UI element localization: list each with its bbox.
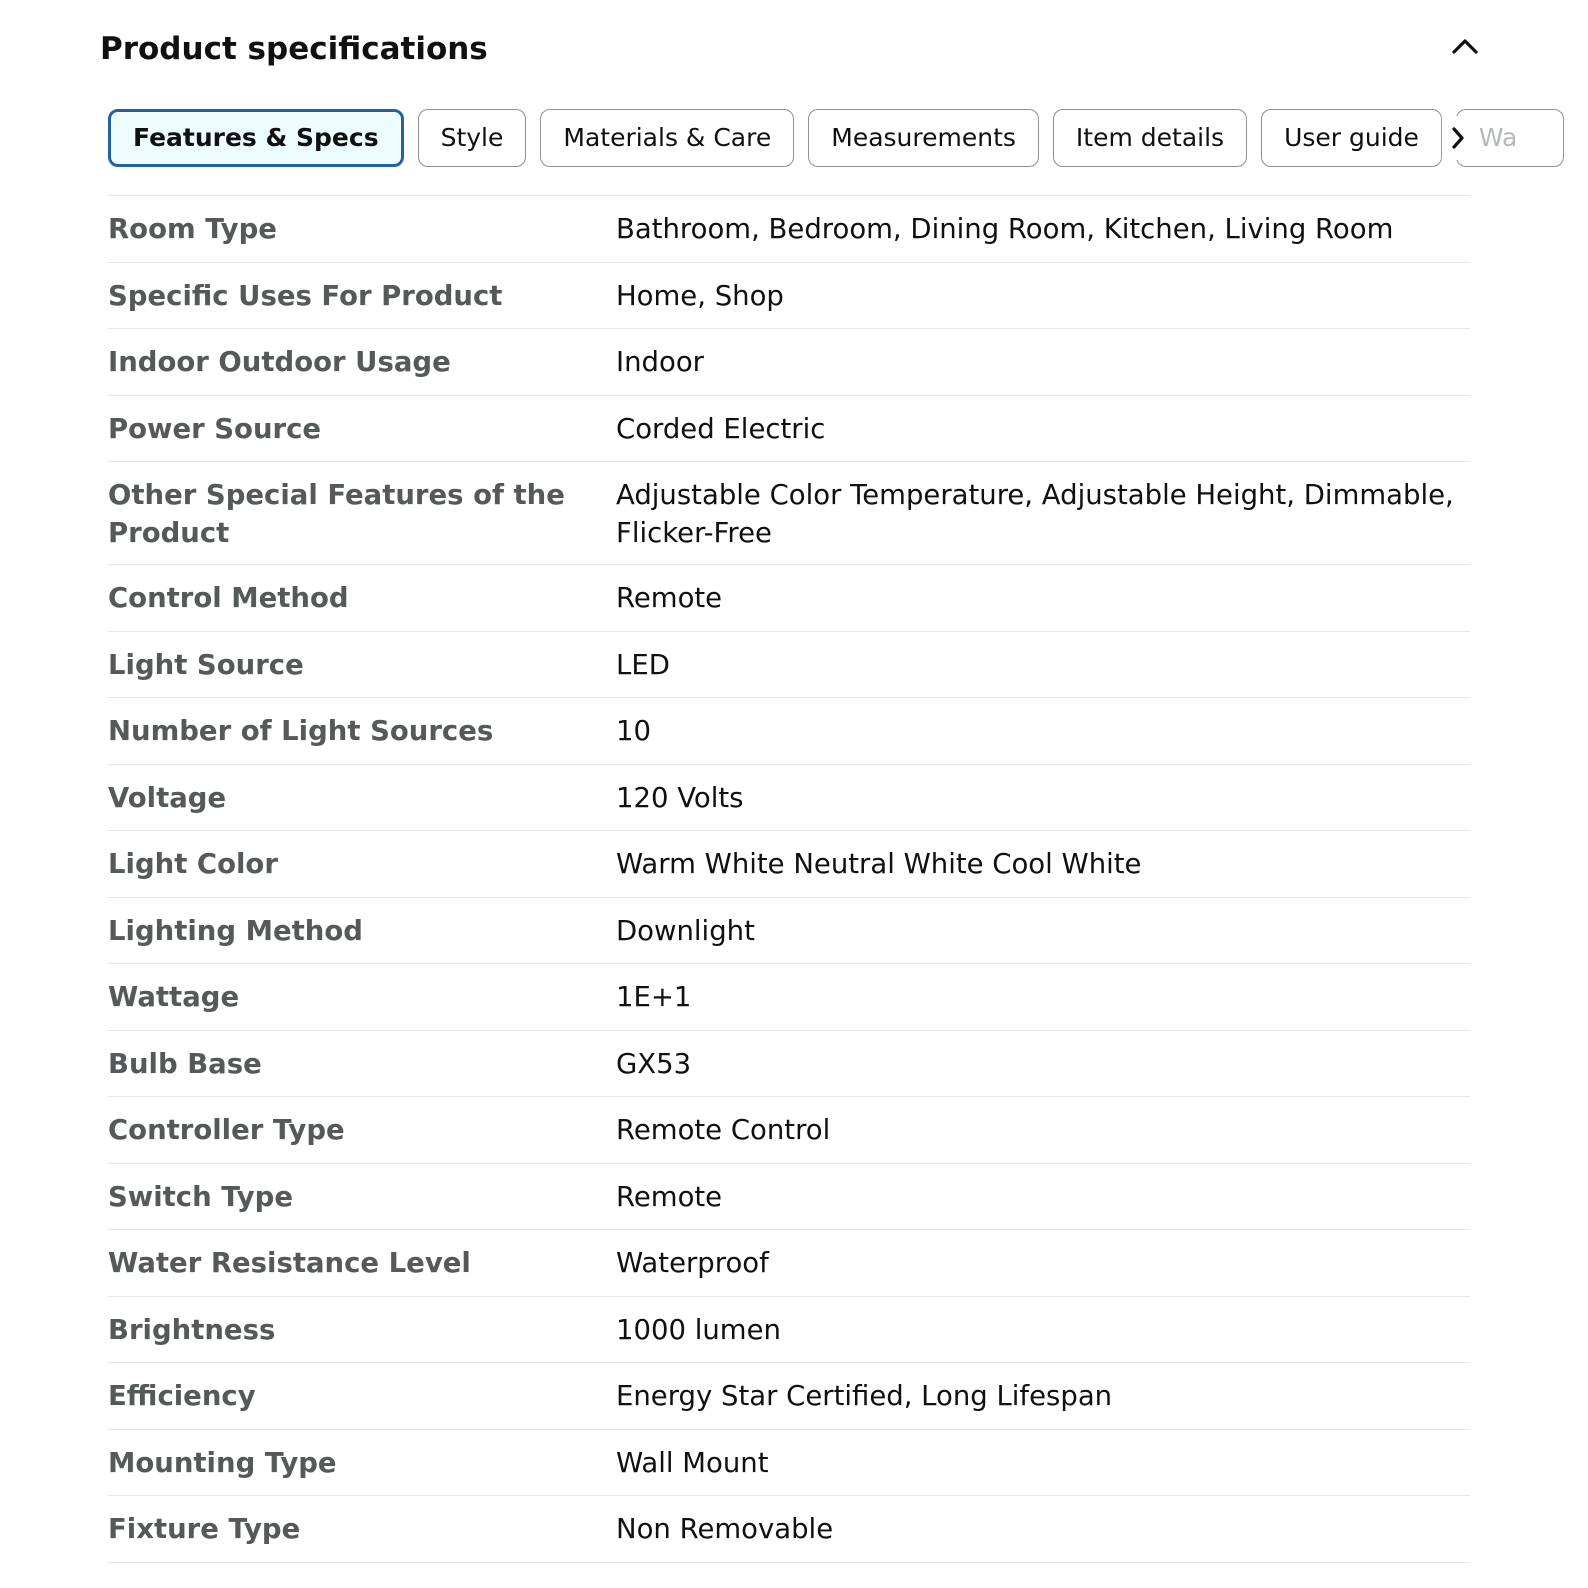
tab-measurements[interactable]: Measurements [808, 109, 1039, 167]
spec-row [108, 196, 1470, 263]
spec-label: Control Method [108, 582, 349, 614]
spec-row [108, 765, 1470, 832]
spec-label: Light Color [108, 848, 278, 880]
chevron-right-icon [1449, 125, 1467, 151]
product-specifications-header [100, 24, 1490, 76]
spec-value: Adjustable Color Temperature, Adjustable Height, Dimmable, Flicker-Free [616, 479, 1454, 549]
spec-label: Specific Uses For Product [108, 279, 503, 312]
spec-row [108, 329, 1470, 396]
spec-label: Fixture Type [108, 1513, 301, 1545]
spec-value: Bathroom, Bedroom, Dining Room, Kitchen, Living Room [616, 213, 1394, 245]
spec-value: Remote Control [616, 1114, 831, 1146]
tab-warranty-partial[interactable]: Wa [1456, 109, 1564, 167]
spec-row [108, 1363, 1470, 1430]
spec-label: Number of Light Sources [108, 715, 494, 747]
spec-value: Waterproof [616, 1247, 769, 1279]
spec-row [108, 1164, 1470, 1231]
spec-label: Bulb Base [108, 1047, 262, 1080]
spec-label: Brightness [108, 1313, 276, 1346]
spec-value: GX53 [616, 1047, 692, 1080]
tab-style[interactable]: Style [418, 109, 527, 167]
spec-label: Switch Type [108, 1180, 293, 1213]
spec-row [108, 698, 1470, 765]
spec-label: Light Source [108, 648, 304, 681]
spec-label: Wattage [108, 981, 240, 1013]
tab-user-guide[interactable]: User guide [1261, 109, 1442, 167]
spec-value: 10 [616, 715, 651, 747]
spec-tabs [108, 109, 1518, 169]
spec-label: Controller Type [108, 1114, 345, 1146]
spec-value: Wall Mount [616, 1446, 769, 1479]
spec-row [108, 1430, 1470, 1497]
spec-label: Efficiency [108, 1380, 256, 1412]
spec-label: Water Resistance Level [108, 1247, 471, 1279]
spec-value: Remote [616, 582, 723, 614]
section-title: Product specifications [100, 31, 488, 67]
spec-label: Mounting Type [108, 1446, 337, 1479]
tab-item-details[interactable]: Item details [1053, 109, 1247, 167]
spec-row [108, 632, 1470, 699]
spec-label: Voltage [108, 781, 227, 814]
spec-value: Energy Star Certified, Long Lifespan [616, 1380, 1113, 1412]
spec-label: Room Type [108, 213, 277, 245]
spec-row [108, 964, 1470, 1031]
collapse-button[interactable] [1440, 24, 1490, 68]
spec-table [108, 195, 1470, 1563]
spec-value: Indoor [616, 346, 704, 378]
spec-label: Lighting Method [108, 914, 363, 947]
spec-value: Corded Electric [616, 412, 826, 445]
spec-value: Warm White Neutral White Cool White [616, 848, 1142, 880]
tabs-scroll-right-button[interactable] [1440, 116, 1476, 160]
spec-row [108, 1031, 1470, 1098]
spec-value: 1E+1 [616, 981, 692, 1013]
spec-row [108, 1097, 1470, 1164]
tab-materials-care[interactable]: Materials & Care [540, 109, 794, 167]
spec-row [108, 1496, 1470, 1563]
spec-row [108, 1297, 1470, 1364]
spec-label: Power Source [108, 412, 322, 445]
spec-value: 1000 lumen [616, 1313, 781, 1346]
chevron-up-icon [1450, 36, 1480, 56]
tab-features-specs[interactable]: Features & Specs [108, 109, 404, 167]
spec-row [108, 565, 1470, 632]
spec-value: LED [616, 648, 670, 681]
spec-label: Other Special Features of the Product [108, 479, 565, 549]
spec-row [108, 396, 1470, 463]
spec-label: Indoor Outdoor Usage [108, 346, 451, 378]
spec-row [108, 1230, 1470, 1297]
spec-row [108, 898, 1470, 965]
spec-row [108, 462, 1470, 565]
spec-value: Non Removable [616, 1513, 834, 1545]
spec-value: Home, Shop [616, 279, 784, 312]
spec-value: 120 Volts [616, 781, 744, 814]
spec-value: Downlight [616, 914, 755, 947]
spec-value: Remote [616, 1180, 723, 1213]
spec-row [108, 831, 1470, 898]
spec-row [108, 263, 1470, 330]
